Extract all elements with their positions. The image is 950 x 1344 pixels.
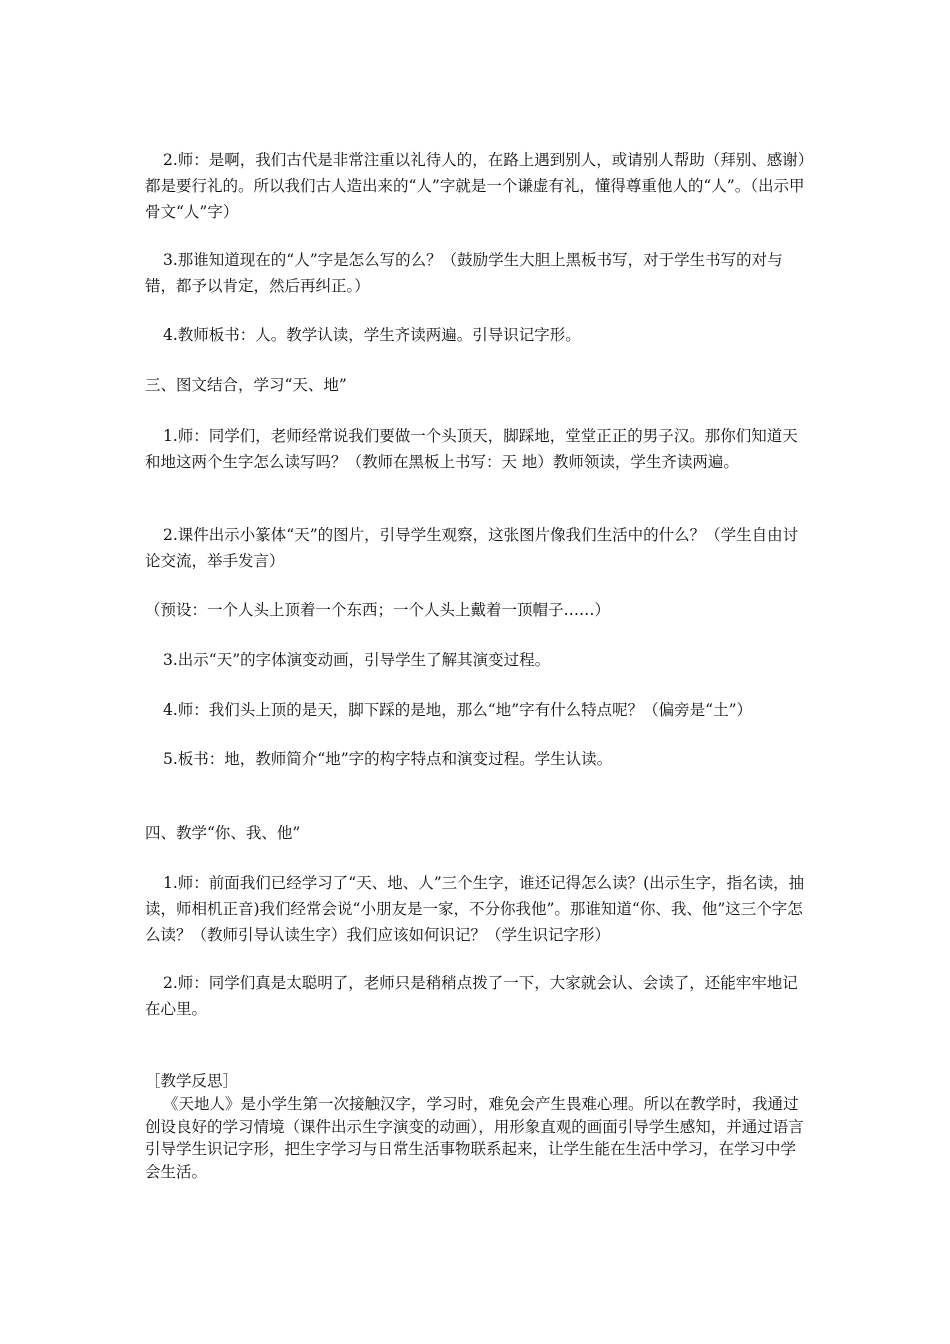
paragraph-board-ren: 4.教师板书：人。教学认读，学生齐读两遍。引导识记字形。 [163, 326, 581, 344]
paragraph-xiaozhuan-tian: 2.课件出示小篆体“天”的图片，引导学生观察，这张图片像我们生活中的什么？（学生自由讨论交流，举手发言） [145, 526, 799, 570]
paragraph-write-ren: 3.那谁知道现在的“人”字是怎么写的么？（鼓励学生大胆上黑板书写，对于学生书写的对与错，都予以肯定，然后再纠正。） [145, 251, 783, 295]
paragraph-preset: （预设：一个人头上顶着一个东西；一个人头上戴着一顶帽子……） [145, 601, 611, 619]
section-heading-ni-wo-ta: 四、教学“你、我、他” [145, 824, 301, 842]
reflection-body: 《天地人》是小学生第一次接触汉字，学习时，难免会产生畏难心理。所以在教学时，我通过创设良好的学习情境（课件出示生字演变的动画），用形象直观的画面引导学生感知，并通过语言引导学生识记字形，把生字学习与日常生活事物联系起来，让学生能在生活中学习，在学习中学会生活。 [145, 1095, 804, 1181]
section-heading-tian-di: 三、图文结合，学习“天、地” [145, 376, 347, 394]
paragraph-teacher-etiquette: 2.师：是啊，我们古代是非常注重以礼待人的，在路上遇到别人，或请别人帮助（拜别、感谢）都是要行礼的。所以我们古人造出来的“人”字就是一个谦虚有礼，懂得尊重他人的“人”。（出示甲骨文“人”字） [145, 151, 806, 221]
paragraph-di-feature: 4.师：我们头上顶的是天，脚下踩的是地，那么“地”字有什么特点呢？（偏旁是“土”） [163, 701, 752, 719]
paragraph-tian-animation: 3.出示“天”的字体演变动画，引导学生了解其演变过程。 [163, 651, 551, 669]
paragraph-praise: 2.师：同学们真是太聪明了，老师只是稍稍点拨了一下，大家就会认、会读了，还能牢牢地记在心里。 [145, 974, 798, 1018]
paragraph-board-di: 5.板书：地，教师简介“地”字的构字特点和演变过程。学生认读。 [163, 750, 613, 768]
reflection-title: ［教学反思］ [145, 1072, 239, 1090]
paragraph-ni-wo-ta: 1.师：前面我们已经学习了“天、地、人”三个生字，谁还记得怎么读？(出示生字，指名读，抽读，师相机正音)我们经常会说“小朋友是一家，不分你我他”。那谁知道“你、我、他”这三个字怎么读？（教师引导认读生字）我们应该如何识记？（学生识记字形） [145, 874, 805, 944]
paragraph-tian-di-intro: 1.师：同学们，老师经常说我们要做一个头顶天，脚踩地，堂堂正正的男子汉。那你们知道天和地这两个生字怎么读写吗？（教师在黑板上书写：天 地）教师领读，学生齐读两遍。 [145, 427, 798, 471]
